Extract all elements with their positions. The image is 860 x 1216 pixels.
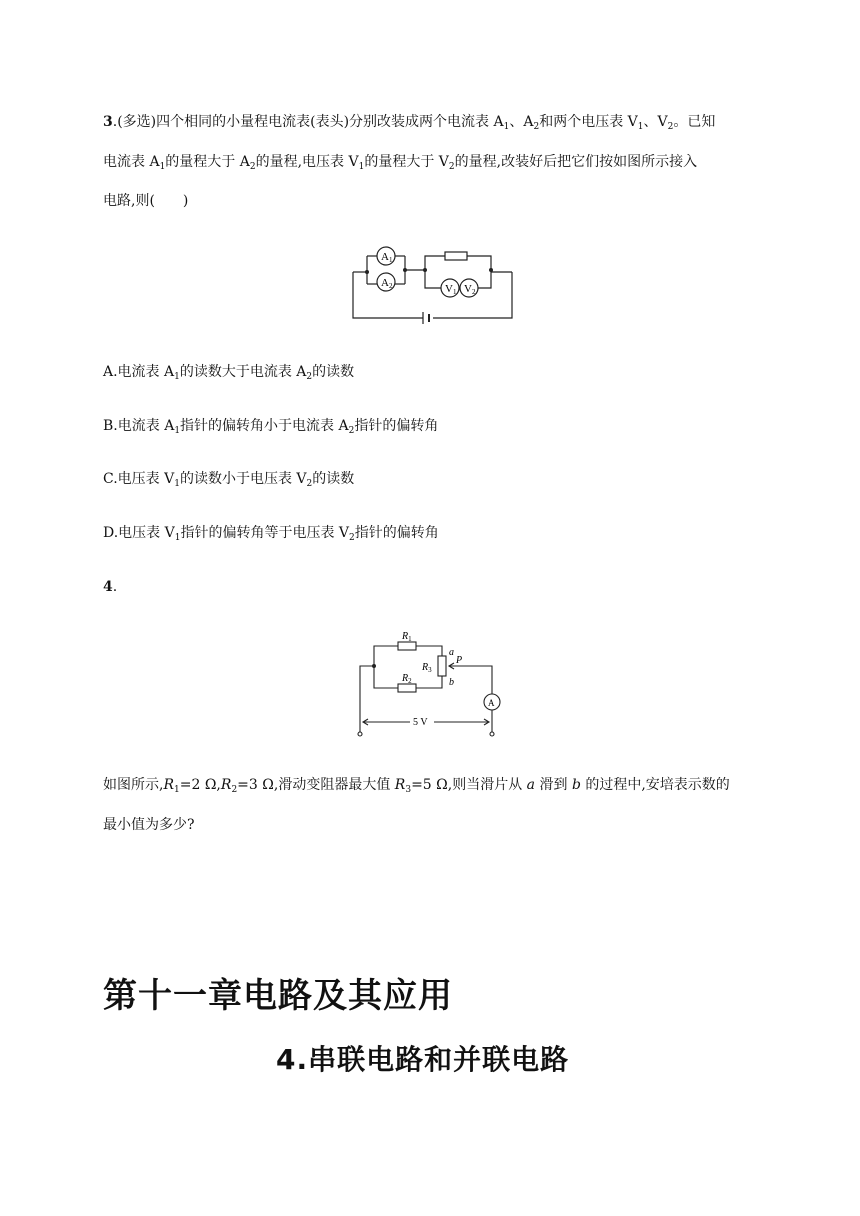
q3-option-c: C.电压表 $V_1$的读数小于电压表 $V_2$的读数 [103,471,355,489]
section-title [276,1038,569,1078]
q4-line1: 如图所示$,R_1=2$ $\Omega,R_2=3$ Ω,滑动变阻器最大值 $R_3=5$ Ω,则当滑片从 a 滑到 b 的过程中,安培表示数的 [103,777,730,795]
q3-line1: 3.(多选)四个相同的小量程电流表(表头)分别改装成两个电流表 $A_1$、$A_2$和两个电压表 $V_1$、$V_2$。已知 [103,114,716,132]
q4-circuit-diagram [350,628,510,744]
q4-line2: 最小值为多少? [103,817,195,833]
section-name: .串联电路和并联电路 [296,1043,570,1076]
ammeter-label: A [488,698,495,708]
q3-number: 3 [103,114,113,130]
section-number: 4 [276,1043,297,1076]
q3-line2: 电流表 $A_1$的量程大于 $A_2$的量程,电压表 $V_1$的量程大于 $V_2$的量程,改装好后把它们按如图所示接入 [103,154,698,172]
q3-option-d: D.电压表 $V_1$指针的偏转角等于电压表 $V_2$指针的偏转角 [103,525,439,543]
r3-label: $R_3$ [422,662,432,674]
q4-number: 4. [103,579,118,595]
a1-label: A1 [381,251,393,264]
p-label: P [456,655,463,666]
v1-label: V1 [445,283,457,296]
a2-label: A2 [381,277,393,290]
q3-circuit-diagram [345,238,520,328]
q3-line3: 电路,则( ) [103,193,189,209]
chapter-title: 第十一章电路及其应用 [103,976,453,1016]
v2-label: V2 [464,283,476,296]
a-label: a [449,647,454,658]
r1-label: $R_1$ [402,631,412,643]
q3-option-b: B.电流表 $A_1$指针的偏转角小于电流表 $A_2$指针的偏转角 [103,418,439,436]
b-label: b [449,677,454,688]
q3-option-a: A.电流表 $A_1$的读数大于电流表 $A_2$的读数 [103,364,355,382]
r2-label: $R_2$ [402,673,412,685]
voltage-label: 5 V [413,717,428,728]
